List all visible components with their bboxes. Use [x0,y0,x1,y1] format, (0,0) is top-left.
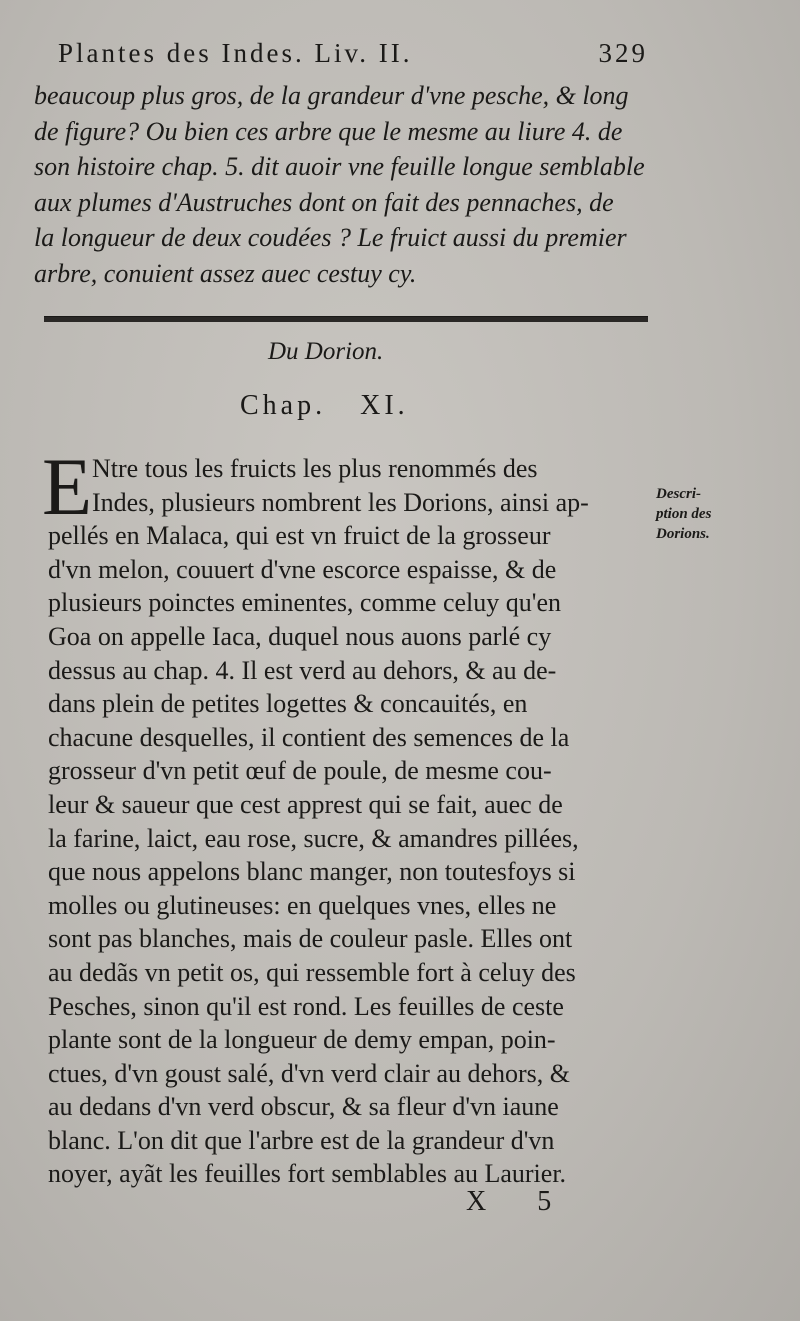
chapter-body [48,452,662,1191]
text-line: arbre, conuient assez auec cestuy cy. [34,258,417,288]
text-line: que nous appelons blanc manger, non toutesfoys si [48,857,576,887]
text-line: au dedans d'vn verd obscur, & sa fleur d'vn iaune [48,1092,559,1122]
text-line: Ntre tous les fruicts les plus renommés des [92,454,538,483]
margin-note [656,484,746,544]
text-line: plusieurs poinctes eminentes, comme celuy qu'en [48,588,561,618]
chapter-label: Chap. [240,390,327,421]
text-line: son histoire chap. 5. dit auoir vne feuille longue semblable [34,152,645,181]
section-divider [44,316,648,322]
chapter-number: XI. [360,390,409,421]
text-line: la longueur de deux coudées ? Le fruict aussi du premier [34,223,627,252]
running-head [58,38,648,69]
section-title: Du Dorion. [268,338,384,365]
text-line: au dedãs vn petit os, qui ressemble fort à celuy des [48,957,576,987]
text-line: beaucoup plus gros, de la grandeur d'vne pesche, & long [34,81,629,110]
margin-note-line: Dorions. [656,526,710,542]
text-line: dessus au chap. 4. Il est verd au dehors, & au de- [48,655,557,685]
continuation-paragraph [34,78,652,291]
text-line: chacune desquelles, il contient des semences de la [48,722,570,752]
drop-cap: E [42,441,93,532]
text-line: de figure? Ou bien ces arbre que le mesme au liure 4. de [34,116,623,146]
text-line: leur & saueur que cest apprest qui se fait, auec de [48,789,563,819]
margin-note-line: ption des [656,506,712,522]
chapter-heading [240,390,409,422]
text-line: d'vn melon, couuert d'vne escorce espaisse, & de [48,554,557,584]
text-line: la farine, laict, eau rose, sucre, & amandres pillées, [48,823,579,853]
text-line: Pesches, sinon qu'il est rond. Les feuilles de ceste [48,991,564,1021]
text-line: blanc. L'on dit que l'arbre est de la grandeur d'vn [48,1125,555,1155]
text-line: molles ou glutineuses: en quelques vnes, elles ne [48,890,557,920]
page-number: 329 [598,38,648,68]
text-line: ctues, d'vn goust salé, d'vn verd clair au dehors, & [48,1058,571,1088]
text-line: dans plein de petites logettes & concauités, en [48,689,528,719]
text-line: pellés en Malaca, qui est vn fruict de la grosseur [48,521,551,551]
text-line: plante sont de la longueur de demy empan, poin- [48,1025,556,1055]
signature-mark: X 5 [466,1186,574,1217]
text-line: grosseur d'vn petit œuf de poule, de mesme cou- [48,756,552,786]
margin-note-line: Descri- [656,486,701,502]
running-head-title: Plantes des Indes. Liv. II. [58,38,413,68]
text-line: aux plumes d'Austruches dont on fait des pennaches, de [34,187,614,217]
text-line: Goa on appelle Iaca, duquel nous auons parlé cy [48,621,552,651]
text-line: Indes, plusieurs nombrent les Dorions, ainsi ap- [92,487,589,517]
text-line: noyer, ayãt les feuilles fort semblables au Laurier. [48,1159,567,1189]
text-line: sont pas blanches, mais de couleur pasle. Elles ont [48,924,573,954]
